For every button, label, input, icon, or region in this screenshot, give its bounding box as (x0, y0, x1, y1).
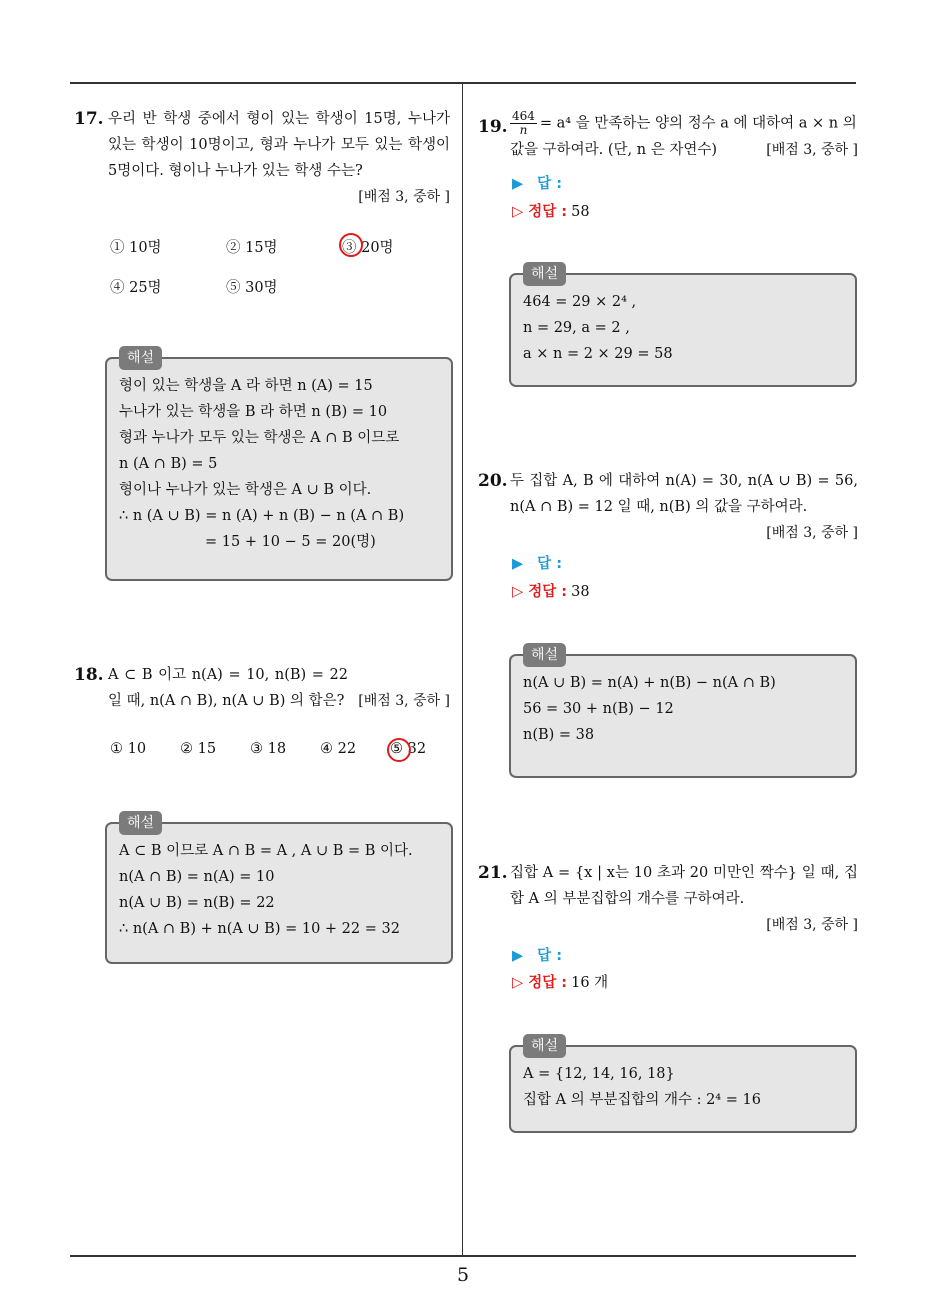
solution-line: 56 = 30 + n(B) − 12 (523, 701, 674, 717)
problem-20 (478, 468, 858, 546)
solution-line: A = {12, 14, 16, 18} (523, 1066, 675, 1082)
solution-line: ∴ n(A ∩ B) + n(A ∪ B) = 10 + 22 = 32 (119, 921, 400, 937)
answer-label: 답 : (537, 556, 563, 572)
correct-value: 16 개 (571, 975, 609, 991)
column-divider (462, 82, 463, 1257)
solution-line: n(A ∪ B) = n(A) + n(B) − n(A ∩ B) (523, 675, 776, 691)
problem-number: 17. (74, 109, 104, 129)
answer-label: 답 : (537, 948, 563, 964)
solution-line: 형이나 누나가 있는 학생은 A ∪ B 이다. (119, 482, 372, 498)
choice-4[interactable]: ④ 22 (320, 741, 357, 757)
choice-5[interactable]: ⑤ 32 (390, 741, 427, 757)
choice-4[interactable]: ④ 25명 (110, 280, 162, 296)
correct-value: 58 (571, 204, 590, 220)
problem-text: 두 집합 A, B 에 대하여 n(A) = 30, n(A ∪ B) = 56, n(A ∩ B) = 12 일 때, n(B) 의 값을 구하여라. (510, 473, 858, 515)
fraction (510, 110, 537, 137)
choice-5[interactable]: ⑤ 30명 (226, 280, 278, 296)
problem-text (510, 110, 858, 137)
top-rule (70, 82, 856, 84)
selected-choice-circle-icon (387, 738, 411, 762)
outline-triangle-icon: ▷ (512, 204, 524, 220)
solution-line: a × n = 2 × 29 = 58 (523, 346, 673, 362)
problem-19 (478, 110, 858, 163)
solution-line: 형과 누나가 모두 있는 학생은 A ∩ B 이므로 (119, 430, 400, 446)
outline-triangle-icon: ▷ (512, 584, 524, 600)
outline-triangle-icon: ▷ (512, 975, 524, 991)
solution-line: n (A ∩ B) = 5 (119, 456, 218, 472)
problem-text: 집합 A = {x | x는 10 초과 20 미만인 짝수} 일 때, 집합 A 의 부분집합의 개수를 구하여라. (510, 865, 858, 907)
solution-tab: 해설 (523, 643, 566, 667)
correct-row-21 (512, 971, 608, 992)
problem-score: [배점 3, 중하 ] (766, 917, 858, 933)
correct-row-20 (512, 580, 590, 601)
problem-text-line1: = a⁴ 을 만족하는 양의 정수 a 에 대하여 a × n 의 (539, 115, 857, 132)
solution-line: n(A ∩ B) = n(A) = 10 (119, 869, 275, 885)
answer-row-20 (512, 552, 562, 573)
solution-tab: 해설 (523, 262, 566, 286)
answer-row-21 (512, 944, 562, 965)
solution-line: 누나가 있는 학생을 B 라 하면 n (B) = 10 (119, 404, 388, 420)
solution-tab: 해설 (119, 811, 162, 835)
choice-1[interactable]: ① 10명 (110, 240, 162, 256)
problem-text-line2: 값을 구하여라. (단, n 은 자연수) (510, 142, 717, 158)
solution-line: 집합 A 의 부분집합의 개수 : 2⁴ = 16 (523, 1092, 761, 1108)
solution-line: A ⊂ B 이므로 A ∩ B = A , A ∪ B = B 이다. (119, 843, 413, 859)
fraction-numerator: 464 (512, 109, 535, 123)
solution-tab: 해설 (119, 346, 162, 370)
problem-number: 19. (478, 117, 508, 137)
problem-text: A ⊂ B 이고 n(A) = 10, n(B) = 22 일 때, n(A ∩ B), n(A ∪ B) 의 합은? (108, 667, 348, 709)
correct-row-19 (512, 200, 590, 221)
correct-label: 정답 : (528, 204, 568, 220)
play-triangle-icon: ▶ (512, 948, 524, 964)
choice-2[interactable]: ② 15명 (226, 240, 278, 256)
choice-3[interactable]: ③ 18 (250, 741, 287, 757)
choice-1[interactable]: ① 10 (110, 741, 147, 757)
solution-line: ∴ n (A ∪ B) = n (A) + n (B) − n (A ∩ B) (119, 508, 405, 524)
correct-label: 정답 : (528, 584, 568, 600)
solution-line: n(A ∪ B) = n(B) = 22 (119, 895, 275, 911)
problem-number: 20. (478, 471, 508, 491)
problem-17 (74, 106, 450, 210)
problem-score: [배점 3, 중하 ] (766, 525, 858, 541)
selected-choice-circle-icon (339, 233, 363, 257)
correct-label: 정답 : (528, 975, 568, 991)
problem-21 (478, 860, 858, 938)
choice-2[interactable]: ② 15 (180, 741, 217, 757)
bottom-rule (70, 1255, 856, 1257)
play-triangle-icon: ▶ (512, 176, 524, 192)
fraction-denominator: n (519, 123, 528, 137)
solution-box-19 (509, 266, 857, 387)
solution-box-17 (105, 350, 453, 581)
page-number: 5 (456, 1264, 470, 1286)
problem-score: [배점 3, 중하 ] (358, 693, 450, 709)
problem-number: 21. (478, 863, 508, 883)
choice-3[interactable]: ③ 20명 (342, 240, 394, 256)
answer-row-19 (512, 172, 562, 193)
problem-score: [배점 3, 중하 ] (358, 189, 450, 205)
problem-score: [배점 3, 중하 ] (766, 142, 858, 158)
solution-line: n = 29, a = 2 , (523, 320, 630, 336)
solution-tab: 해설 (523, 1034, 566, 1058)
answer-label: 답 : (537, 176, 563, 192)
problem-number: 18. (74, 665, 104, 685)
solution-box-20 (509, 647, 857, 778)
problem-18 (74, 662, 450, 714)
solution-line: = 15 + 10 − 5 = 20(명) (205, 534, 376, 550)
correct-value: 38 (571, 584, 590, 600)
problem-text: 우리 반 학생 중에서 형이 있는 학생이 15명, 누나가 있는 학생이 10명이고, 형과 누나가 모두 있는 학생이 5명이다. 형이나 누나가 있는 학생 수는? (108, 111, 450, 179)
solution-line: n(B) = 38 (523, 727, 595, 743)
solution-box-18 (105, 815, 453, 964)
solution-line: 464 = 29 × 2⁴ , (523, 294, 637, 310)
solution-box-21 (509, 1038, 857, 1133)
play-triangle-icon: ▶ (512, 556, 524, 572)
solution-line: 형이 있는 학생을 A 라 하면 n (A) = 15 (119, 378, 373, 394)
